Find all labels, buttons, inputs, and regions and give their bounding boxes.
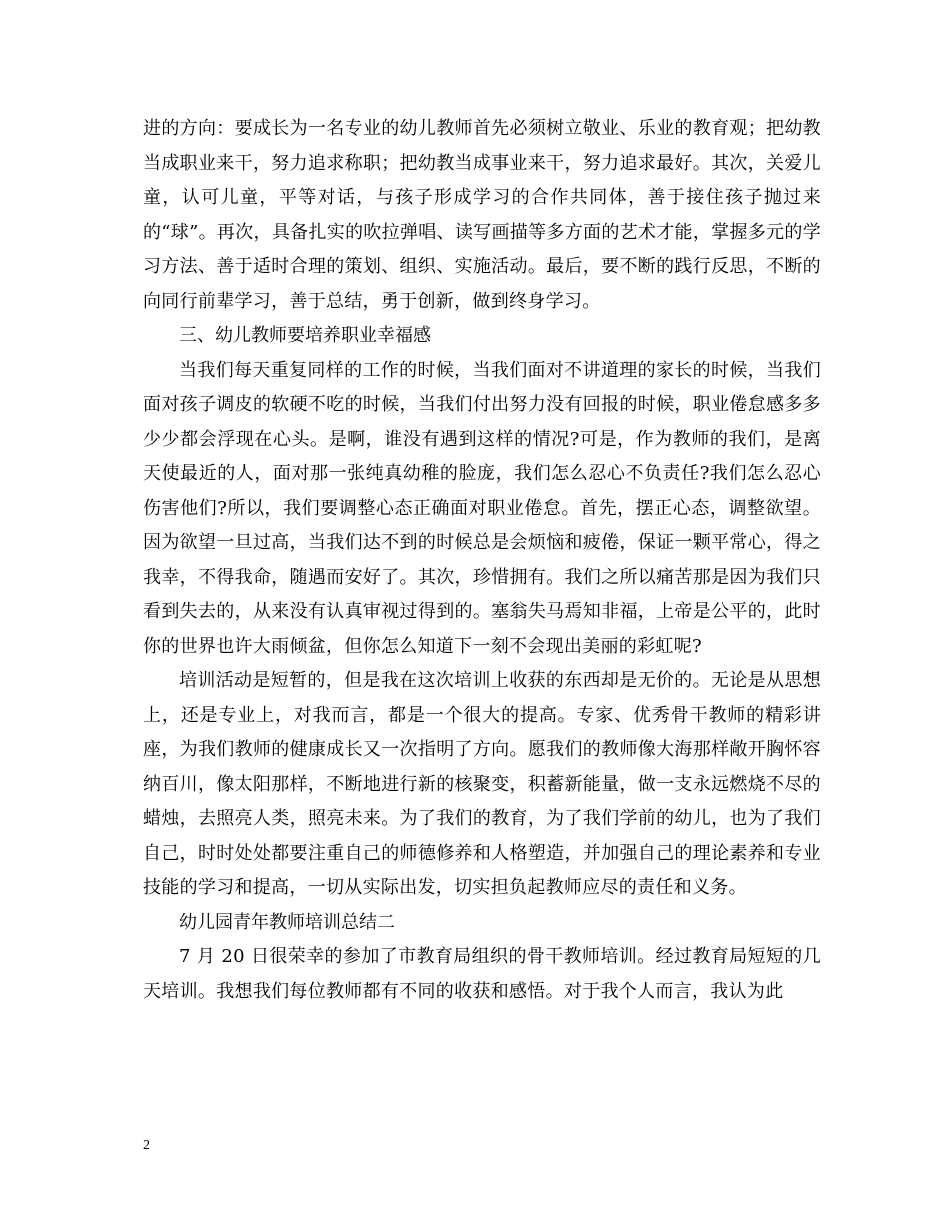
- document-body: [143, 112, 821, 1009]
- paragraph-training-summary: 培训活动是短暂的，但是我在这次培训上收获的东西却是无价的。无论是从思想上，还是专业上，对我而言，都是一个很大的提高。专家、优秀骨干教师的精彩讲座，为我们教师的健康成长又一次指明了方向。愿我们的教师像大海那样敞开胸怀容纳百川，像太阳那样，不断地进行新的核聚变，积蓄新能量，做一支永远燃烧不尽的蜡烛，去照亮人类，照亮未来。为了我们的教育，为了我们学前的幼儿，也为了我们自己，时时处处都要注重自己的师德修养和人格塑造，并加强自己的理论素养和专业技能的学习和提高，一切从实际出发，切实担负起教师应尽的责任和义务。: [143, 670, 821, 898]
- section-heading-happiness: 三、幼儿教师要培养职业幸福感: [179, 325, 431, 346]
- paragraph-training-intro: 7 月 20 日很荣幸的参加了市教育局组织的骨干教师培训。经过教育局短短的几天培训。我想我们每位教师都有不同的收获和感悟。对于我个人而言，我认为此: [143, 946, 821, 1002]
- page-number: 2: [143, 1138, 150, 1153]
- section-heading-summary-two: 幼儿园青年教师培训总结二: [179, 911, 395, 933]
- paragraph-job-burnout: 当我们每天重复同样的工作的时候，当我们面对不讲道理的家长的时候，当我们面对孩子调皮的软硬不吃的时候，当我们付出努力没有回报的时候，职业倦怠感多多少少都会浮现在心头。是啊，谁没有遇到这样的情况?可是，作为教师的我们，是离天使最近的人，面对那一张纯真幼稚的脸庞，我们怎么忍心不负责任?我们怎么忍心伤害他们?所以，我们要调整心态正确面对职业倦怠。首先，摆正心态，调整欲望。因为欲望一旦过高，当我们达不到的时候总是会烦恼和疲倦，保证一颗平常心，得之我幸，不得我命，随遇而安好了。其次，珍惜拥有。我们之所以痛苦那是因为我们只看到失去的，从来没有认真审视过得到的。塞翁失马焉知非福，上帝是公平的，此时你的世界也许大雨倾盆，但你怎么知道下一刻不会现出美丽的彩虹呢?: [143, 359, 821, 657]
- paragraph-continuation: 进的方向：要成长为一名专业的幼儿教师首先必须树立敬业、乐业的教育观；把幼教当成职业来干，努力追求称职；把幼教当成事业来干，努力追求最好。其次，关爱儿童，认可儿童，平等对话，与孩子形成学习的合作共同体，善于接住孩子抛过来的“球”。再次，具备扎实的吹拉弹唱、读写画描等多方面的艺术才能，掌握多元的学习方法、善于适时合理的策划、组织、实施活动。最后，要不断的践行反思，不断的向同行前辈学习，善于总结，勇于创新，做到终身学习。: [143, 118, 821, 312]
